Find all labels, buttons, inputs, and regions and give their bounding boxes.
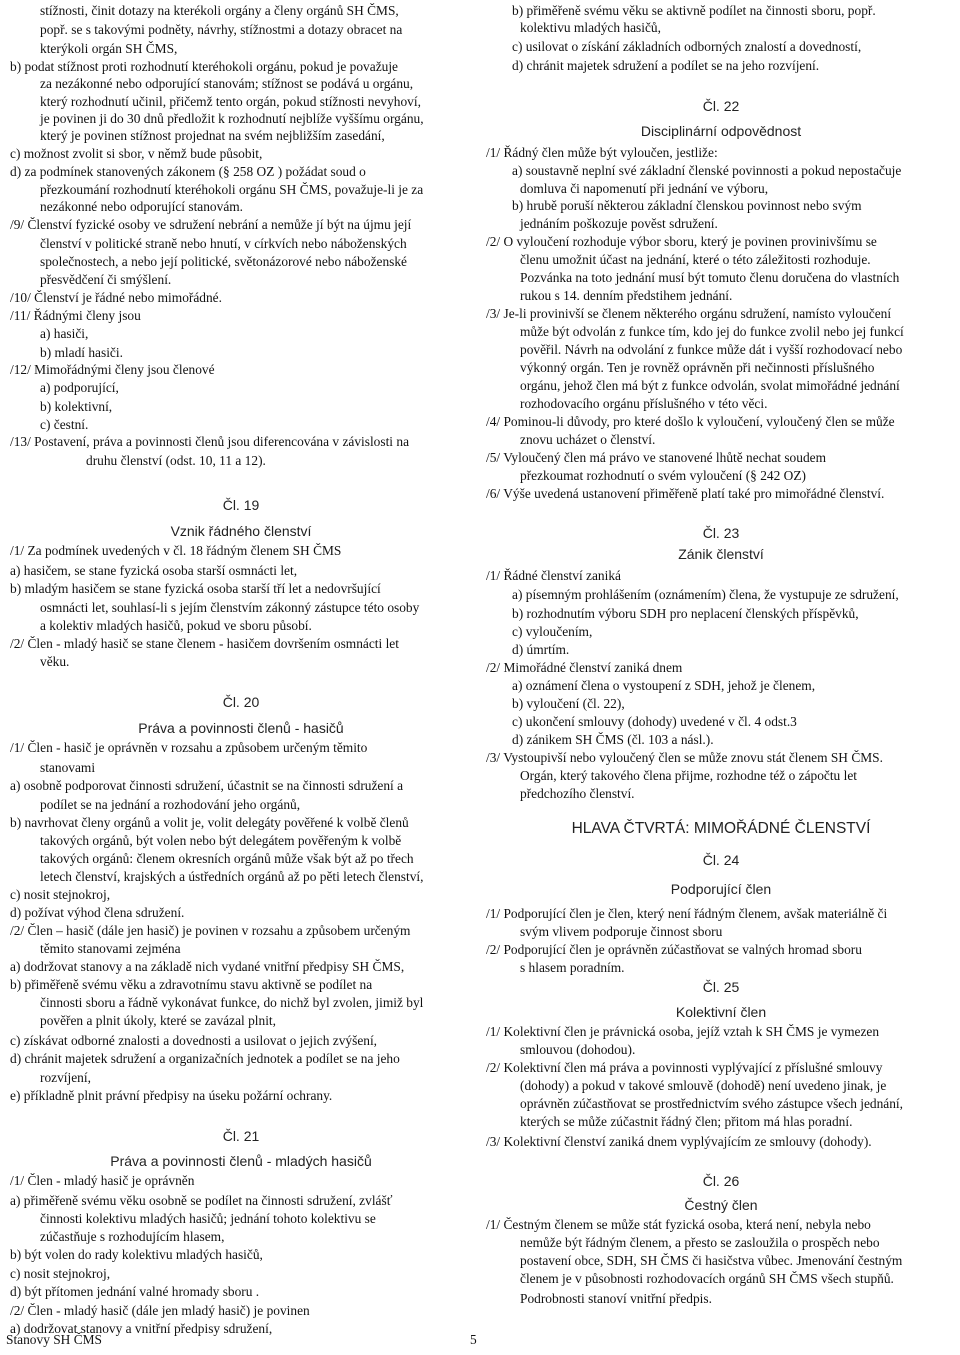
left-text-line: a) podporující, — [40, 380, 119, 395]
right-text-line: /1/ Čestným členem se může stát fyzická osoba, která není, nebyla nebo — [486, 1217, 871, 1232]
left-heading: Čl. 21 — [222, 1128, 260, 1144]
right-heading: Disciplinární odpovědnost — [640, 123, 802, 139]
footer-title: Stanovy SH ČMS — [6, 1332, 102, 1347]
left-text-line: /13/ Postavení, práva a povinnosti členů jsou diferencována v závislosti na — [10, 434, 410, 449]
right-text-line: /3/ Je-li provinivší se členem některého orgánu sdružení, namísto vyloučení — [486, 306, 892, 321]
right-text-line: d) úmrtím. — [512, 642, 570, 657]
left-text-line: b) navrhovat členy orgánů a volit je, volit delegáty pověřené k volbě členů — [10, 815, 409, 830]
right-text-line: členu umožnit účast na jednání, které o této záležitosti rozhoduje. — [520, 252, 871, 267]
right-text-line: c) usilovat o získání základních odborných znalostí a dovedností, — [512, 39, 862, 54]
right-text-line: b) přiměřeně svému věku se aktivně podílet na činnosti sboru, popř. — [512, 3, 876, 18]
left-text-line: nezákonné nebo odporující stanovám. — [40, 199, 244, 214]
right-text-line: a) oznámení člena o vystoupení z SDH, jehož je členem, — [512, 678, 816, 693]
right-text-line: (dohody) a pokud v takové smlouvě (dohodě) není uvedeno jinak, je — [520, 1078, 887, 1093]
right-text-line: rukou s 14. denním předstihem jednání. — [520, 288, 733, 303]
left-text-line: /1/ Člen - hasič je oprávněn v rozsahu a způsobem určeným těmito — [10, 740, 368, 755]
left-text-line: b) kolektivní, — [40, 399, 113, 414]
left-text-line: /1/ Člen - mladý hasič je oprávněn — [10, 1173, 195, 1188]
left-text-line: d) být přítomen jednání valné hromady sboru . — [10, 1284, 260, 1299]
left-text-line: a) hasiči, — [40, 326, 89, 341]
left-text-line: těmito stanovami zejména — [40, 941, 181, 956]
right-text-line: a) písemným prohlášením (oznámením) člena, že vystupuje ze sdružení, — [512, 587, 899, 602]
left-text-line: věku. — [40, 654, 70, 669]
right-text-line: Pozvánka na toto jednání musí být tomuto členu doručena do vlastních — [520, 270, 900, 285]
left-text-line: stížnosti, činit dotazy na kterékoli orgány a členy orgánů SH ČMS, — [40, 3, 399, 18]
left-text-line: a) dodržovat stanovy a vnitřní předpisy sdružení, — [10, 1321, 273, 1336]
right-text-line: b) vyloučení (čl. 22), — [512, 696, 625, 711]
right-text-line: oprávněn zúčastňovat se prostřednictvím svého zástupce všech jednání, — [520, 1096, 903, 1111]
right-text-line: c) vyloučením, — [512, 624, 593, 639]
right-text-line: přezkoumat rozhodnutí o svém vyloučení (§ 242 OZ) — [520, 468, 806, 483]
left-text-line: přesvědčení či smýšlení. — [40, 272, 172, 287]
left-text-line: rozvíjení, — [40, 1070, 91, 1085]
left-text-line: zúčastňuje s rozhodujícím hlasem, — [40, 1229, 225, 1244]
left-text-line: c) nosit stejnokroj, — [10, 887, 111, 902]
left-text-line: b) být volen do rady kolektivu mladých hasičů, — [10, 1247, 263, 1262]
right-text-line: jednáním poškozuje pověst sdružení. — [520, 216, 718, 231]
right-text-line: znovu ucházet o členství. — [520, 432, 656, 447]
left-text-line: d) chránit majetek sdružení a organizačních jednotek a podílet se na jeho — [10, 1051, 400, 1066]
left-text-line: d) za podmínek stanovených zákonem (§ 258 OZ ) požádat soud o — [10, 164, 366, 179]
left-text-line: podílet se na jednání a rozhodování jeho orgánů, — [40, 797, 301, 812]
left-text-line: a) přiměřeně svému věku osobně se podílet na činnosti sdružení, zvlášť — [10, 1193, 393, 1208]
right-text-line: může být odvolán z funkce tím, kdo jej do funkce zvolil nebo jej funkcí — [520, 324, 904, 339]
left-text-line: pověřen a plnit úkoly, které se zavázal plnit, — [40, 1013, 276, 1028]
left-text-line: činnosti kolektivu mladých hasičů; jednání tohoto kolektivu se — [40, 1211, 376, 1226]
right-text-line: b) rozhodnutím výboru SDH pro neplacení členských příspěvků, — [512, 606, 859, 621]
right-text-line: postavení obce, SDH, SH ČMS či hasičstva vůbec. Jmenování čestným — [520, 1253, 903, 1268]
right-text-line: d) chránit majetek sdružení a podílet se na jeho rozvíjení. — [512, 58, 820, 73]
right-heading: Podporující člen — [670, 881, 772, 897]
right-text-line: /1/ Podporující člen je člen, který není řádným členem, avšak materiálně či — [486, 906, 888, 921]
left-text-line: c) nosit stejnokroj, — [10, 1266, 111, 1281]
left-text-line: kterýkoli orgán SH ČMS, — [40, 41, 178, 56]
left-text-line: b) mladým hasičem se stane fyzická osoba starší tří let a nedovršující — [10, 581, 381, 596]
left-text-line: takových orgánů: členem okresních orgánů může však být až po třech — [40, 851, 414, 866]
right-text-line: a) soustavně neplní své základní členské povinnosti a pokud nepostačuje — [512, 163, 902, 178]
right-text-line: domluva či napomenutí při jednání ve výboru, — [520, 181, 769, 196]
right-text-line: /5/ Vyloučený člen má právo ve stanovené lhůtě nechat soudem — [486, 450, 826, 465]
left-text-line: stanovami — [40, 760, 96, 775]
left-text-line: b) podat stížnost proti rozhodnutí kteréhokoli orgánu, pokud je považuje — [10, 59, 399, 74]
left-text-line: je povinen ji do 30 dnů předložit k rozhodnutí nejblíže vyššímu orgánu, — [40, 111, 424, 126]
left-text-line: c) čestní. — [40, 417, 89, 432]
left-text-line: /2/ Člen – hasič (dále jen hasič) je povinen v rozsahu a způsobem určeným — [10, 923, 411, 938]
left-text-line: /12/ Mimořádnými členy jsou členové — [10, 362, 215, 377]
right-text-line: orgánu, jehož člen má být z funkce odvolán, svolat mimořádné jednání — [520, 378, 900, 393]
left-text-line: b) mladí hasiči. — [40, 345, 123, 360]
right-text-line: d) zánikem SH ČMS (čl. 103 a násl.). — [512, 732, 714, 747]
right-text-line: pověřil. Návrh na odvolání z funkce může dát i vyšší rozhodovací nebo — [520, 342, 903, 357]
left-text-line: členství v politické straně nebo hnutí, v církvích nebo náboženských — [40, 236, 407, 251]
right-heading: HLAVA ČTVRTÁ: MIMOŘÁDNÉ ČLENSTVÍ — [571, 820, 871, 837]
left-text-line: který je povinen stížnost projednat na svém nejbližším zasedání, — [40, 128, 385, 143]
right-text-line: výkonný orgán. Ten je rovněž oprávněn při nečinnosti příslušného — [520, 360, 875, 375]
left-text-line: /11/ Řádnými členy jsou — [10, 308, 141, 323]
right-heading: Čl. 23 — [702, 525, 740, 541]
right-text-line: /1/ Řádný člen může být vyloučen, jestliže: — [486, 145, 718, 160]
right-text-line: /6/ Výše uvedená ustanovení přiměřeně platí také pro mimořádné členství. — [486, 486, 885, 501]
right-text-line: nemůže být řádným členem, a přesto se zasloužila o prospěch nebo — [520, 1235, 880, 1250]
right-text-line: /2/ O vyloučení rozhoduje výbor sboru, který je povinen provinivšímu se — [486, 234, 877, 249]
left-heading: Čl. 20 — [222, 694, 260, 710]
right-text-line: b) hrubě poruší některou základní členskou povinnost nebo svým — [512, 198, 862, 213]
right-text-line: /2/ Kolektivní člen má práva a povinnosti vyplývající z příslušné smlouvy — [486, 1060, 883, 1075]
page-number: 5 — [470, 1332, 477, 1347]
left-heading: Práva a povinnosti členů - hasičů — [138, 720, 344, 736]
right-text-line: /1/ Kolektivní člen je právnická osoba, jejíž vztah k SH ČMS je vymezen — [486, 1024, 880, 1039]
right-heading: Čl. 26 — [702, 1173, 740, 1189]
right-text-line: členem je v působnosti rozhodovacích orgánů SH ČMS všech stupňů. — [520, 1271, 894, 1286]
left-text-line: /2/ Člen - mladý hasič se stane členem - hasičem dovršením osmnácti let — [10, 636, 399, 651]
left-text-line: takových orgánů, být volen nebo být delegátem pověřeným k volbě — [40, 833, 402, 848]
left-text-line: přezkoumání rozhodnutí kteréhokoli orgánu SH ČMS, považuje-li je za — [40, 182, 424, 197]
left-text-line: osmnácti let, souhlasí-li s jejím členstvím zákonný zástupce této osoby — [40, 600, 420, 615]
right-text-line: Podrobnosti stanoví vnitřní předpis. — [520, 1291, 712, 1306]
right-heading: Kolektivní člen — [675, 1004, 767, 1020]
right-text-line: svým vlivem podporuje činnost sboru — [520, 924, 723, 939]
right-text-line: kterých se může zúčastnit řádný člen; přitom má hlas poradní. — [520, 1114, 853, 1129]
right-heading: Čestný člen — [684, 1197, 758, 1213]
left-text-line: d) požívat výhod člena sdružení. — [10, 905, 185, 920]
left-text-line: c) možnost zvolit si sbor, v němž bude působit, — [10, 146, 263, 161]
left-heading: Vznik řádného členství — [170, 523, 312, 539]
left-heading: Čl. 19 — [222, 497, 260, 513]
left-text-line: c) získávat odborné znalosti a dovednosti a usilovat o jejich zvýšení, — [10, 1033, 378, 1048]
left-text-line: e) příkladně plnit právní předpisy na úseku požární ochrany. — [10, 1088, 333, 1103]
right-text-line: /3/ Vystoupivší nebo vyloučený člen se může znovu stát členem SH ČMS. — [486, 750, 883, 765]
left-text-line: společnostech, a nebo její politické, světonázorové nebo náboženské — [40, 254, 408, 269]
left-heading: Práva a povinnosti členů - mladých hasičů — [110, 1153, 372, 1169]
right-text-line: /3/ Kolektivní členství zaniká dnem vyplývajícím ze smlouvy (dohody). — [486, 1134, 872, 1149]
left-text-line: a) hasičem, se stane fyzická osoba starší osmnácti let, — [10, 563, 298, 578]
left-text-line: /1/ Za podmínek uvedených v čl. 18 řádným členem SH ČMS — [10, 543, 342, 558]
right-text-line: smlouvou (dohodou). — [520, 1042, 636, 1057]
right-text-line: /2/ Podporující člen je oprávněn zúčastňovat se valných hromad sboru — [486, 942, 862, 957]
right-text-line: kolektivu mladých hasičů, — [520, 20, 661, 35]
right-heading: Čl. 25 — [702, 979, 740, 995]
right-text-line: s hlasem poradním. — [520, 960, 625, 975]
right-text-line: /1/ Řádné členství zaniká — [486, 568, 621, 583]
left-text-line: a kolektiv mladých hasičů, pokud ve sboru působí. — [40, 618, 312, 633]
left-text-line: činnosti sboru a řádně vykonávat funkce, do nichž byl zvolen, jimiž byl — [40, 995, 424, 1010]
right-heading: Čl. 22 — [702, 98, 740, 114]
left-text-line: a) osobně podporovat činnosti sdružení, účastnit se na činnosti sdružení a — [10, 778, 404, 793]
left-text-line: /9/ Členství fyzické osoby ve sdružení nebrání a nemůže jí být na újmu její — [10, 217, 412, 232]
left-text-line: druhu členství (odst. 10, 11 a 12). — [86, 453, 266, 468]
left-text-line: b) přiměřeně svému věku a zdravotnímu stavu aktivně se podílet na — [10, 977, 373, 992]
right-text-line: /4/ Pominou-li důvody, pro které došlo k vyloučení, vyloučený člen se může — [486, 414, 895, 429]
right-text-line: c) ukončení smlouvy (dohody) uvedené v čl. 4 odst.3 — [512, 714, 797, 729]
left-text-line: a) dodržovat stanovy a na základě nich vydané vnitřní předpisy SH ČMS, — [10, 959, 405, 974]
left-text-line: popř. se s takovými podněty, návrhy, stížnostmi a dotazy obracet na — [40, 22, 403, 37]
left-text-line: letech členství, krajských a ústředních orgánů až po pěti letech členství, — [40, 869, 424, 884]
right-text-line: rozhodovacího orgánu příslušného v této věci. — [520, 396, 768, 411]
left-text-line: /10/ Členství je řádné nebo mimořádné. — [10, 290, 222, 305]
right-heading: Čl. 24 — [702, 852, 740, 868]
left-text-line: za nezákonné nebo odporující stanovám; stížnost se podává u orgánu, — [40, 76, 414, 91]
left-text-line: /2/ Člen - mladý hasič (dále jen mladý hasič) je povinen — [10, 1303, 310, 1318]
left-text-line: který rozhodnutí učinil, přičemž tento orgán, pokud stížnosti nevyhoví, — [40, 94, 421, 109]
right-heading: Zánik členství — [678, 546, 764, 562]
right-text-line: předchozího členství. — [520, 786, 635, 801]
right-text-line: /2/ Mimořádné členství zaniká dnem — [486, 660, 683, 675]
right-text-line: Orgán, který takového člena přijme, rozhodne též o zápočtu let — [520, 768, 857, 783]
